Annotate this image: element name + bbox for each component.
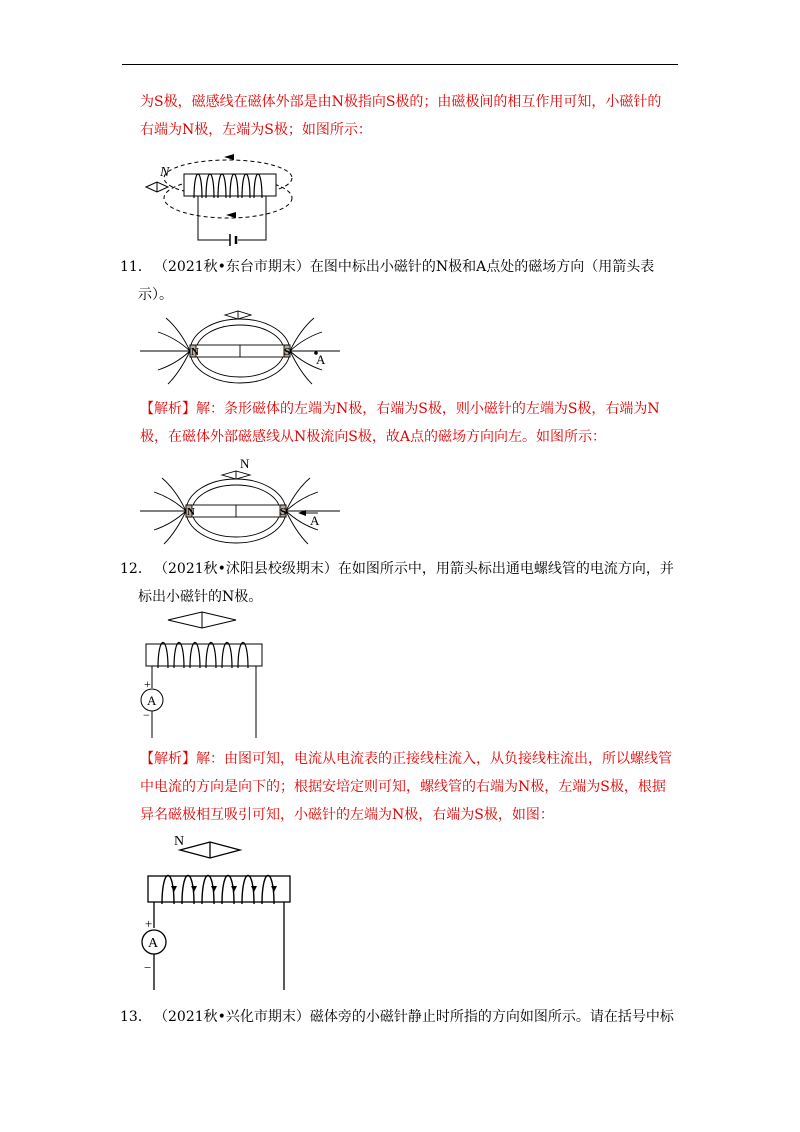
solenoid-field-figure xyxy=(140,150,300,250)
ammeter-label: A xyxy=(147,693,157,708)
prev-answer-text xyxy=(140,88,685,144)
point-a-label: A xyxy=(316,352,326,367)
answer-text: 解：由图可知，电流从电流表的正接线柱流入，从负接线柱流出，所以螺线管 xyxy=(196,751,672,767)
arrow-icon xyxy=(251,886,257,892)
question-12 xyxy=(120,555,685,611)
prev-answer-line: 为S极，磁感线在磁体外部是由N极指向S极的；由磁极间的相互作用可知，小磁针的 xyxy=(140,94,662,110)
solenoid-core xyxy=(148,876,290,902)
question-number: 12． xyxy=(120,561,152,577)
arrow-icon xyxy=(226,212,236,218)
current-arrows xyxy=(171,886,277,892)
needle-n-label: N xyxy=(160,165,170,180)
minus-terminal-label: − xyxy=(143,708,150,722)
header-rule xyxy=(122,64,678,65)
arrow-icon xyxy=(211,886,217,892)
plus-terminal-label: + xyxy=(145,916,153,931)
solenoid-ammeter-figure xyxy=(140,608,270,738)
right-pole-label: S xyxy=(284,346,291,358)
answer-tag: 【解析】 xyxy=(140,401,196,417)
arrow-icon xyxy=(231,886,237,892)
ammeter-label: A xyxy=(148,936,159,951)
q11-answer xyxy=(140,395,685,451)
q12-answer xyxy=(140,745,685,829)
left-pole-label: N xyxy=(191,346,199,358)
question-text: （2021秋•兴化市期末）磁体旁的小磁针静止时所指的方向如图所示。请在括号中标 xyxy=(154,1009,674,1025)
prev-answer-line: 右端为N极，左端为S极；如图所示： xyxy=(140,122,372,138)
question-text: （2021秋•东台市期末）在图中标出小磁针的N极和A点处的磁场方向（用箭头表 xyxy=(154,259,655,275)
needle-n-label: N xyxy=(174,834,185,849)
answer-tag: 【解析】 xyxy=(140,751,196,767)
answer-text: 异名磁极相互吸引可知，小磁针的左端为N极，右端为S极，如图： xyxy=(140,807,554,823)
question-text: 示）。 xyxy=(138,287,173,303)
question-11 xyxy=(120,253,685,309)
question-number: 11． xyxy=(120,259,152,275)
point-a-label: A xyxy=(310,513,320,528)
arrow-icon xyxy=(171,886,177,892)
left-pole-label: N xyxy=(187,506,195,518)
question-text: 标出小磁针的N极。 xyxy=(138,589,263,605)
question-13 xyxy=(120,1003,685,1031)
bar-magnet-answer-figure xyxy=(140,455,340,545)
answer-text: 中电流的方向是向下的；根据安培定则可知，螺线管的右端为N极，左端为S极，根据 xyxy=(140,779,666,795)
solenoid-core xyxy=(146,644,262,666)
question-number: 13． xyxy=(120,1009,152,1025)
arrow-icon xyxy=(224,154,234,160)
arrow-icon xyxy=(271,886,277,892)
bar-magnet-figure xyxy=(140,308,340,390)
right-pole-label: S xyxy=(280,506,287,518)
minus-terminal-label: − xyxy=(144,960,152,975)
plus-terminal-label: + xyxy=(144,677,151,691)
arrow-icon xyxy=(191,886,197,892)
needle-n-label: N xyxy=(240,456,250,471)
answer-text: 极，在磁体外部磁感线从N极流向S极，故A点的磁场方向向左。如图所示： xyxy=(140,429,606,445)
question-text: （2021秋•沭阳县校级期末）在如图所示中，用箭头标出通电螺线管的电流方向，并 xyxy=(154,561,674,577)
answer-text: 解：条形磁体的左端为N极，右端为S极，则小磁针的左端为S极，右端为N xyxy=(196,401,660,417)
solenoid-ammeter-answer-figure xyxy=(140,830,300,990)
